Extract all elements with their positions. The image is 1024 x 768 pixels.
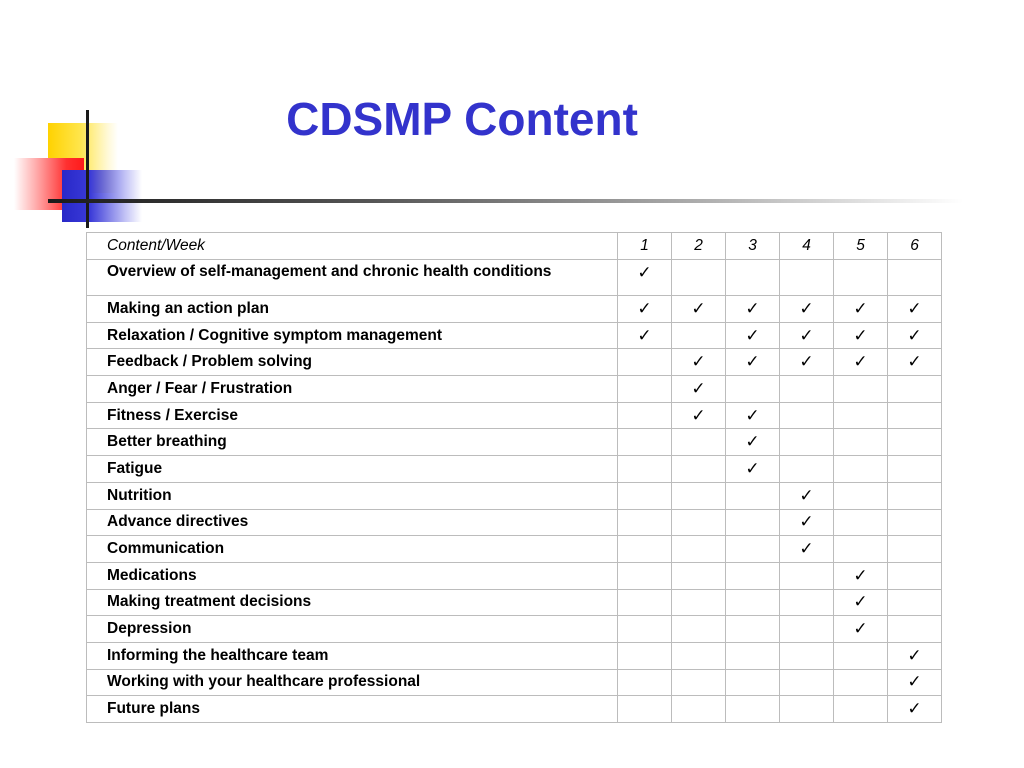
checkmark-icon: ✓ (780, 536, 834, 563)
empty-cell (618, 376, 672, 403)
empty-cell (834, 669, 888, 696)
topic-label: Nutrition (87, 482, 618, 509)
empty-cell (780, 376, 834, 403)
empty-cell (834, 642, 888, 669)
checkmark-icon: ✓ (672, 376, 726, 403)
content-schedule-table (86, 232, 942, 723)
checkmark-icon: ✓ (834, 349, 888, 376)
empty-cell (888, 536, 942, 563)
table-row (87, 402, 942, 429)
checkmark-icon: ✓ (780, 296, 834, 323)
empty-cell (618, 669, 672, 696)
empty-cell (672, 616, 726, 643)
empty-cell (726, 589, 780, 616)
empty-cell (780, 589, 834, 616)
empty-cell (888, 260, 942, 296)
empty-cell (726, 642, 780, 669)
topic-label: Anger / Fear / Frustration (87, 376, 618, 403)
checkmark-icon: ✓ (834, 589, 888, 616)
checkmark-icon: ✓ (726, 349, 780, 376)
table-body (87, 260, 942, 723)
empty-cell (618, 402, 672, 429)
checkmark-icon: ✓ (888, 696, 942, 723)
empty-cell (834, 429, 888, 456)
empty-cell (780, 402, 834, 429)
checkmark-icon: ✓ (726, 402, 780, 429)
checkmark-icon: ✓ (672, 349, 726, 376)
table-row (87, 376, 942, 403)
header-week-3: 3 (726, 233, 780, 260)
table-row (87, 322, 942, 349)
empty-cell (672, 696, 726, 723)
checkmark-icon: ✓ (726, 296, 780, 323)
table-row (87, 456, 942, 483)
table-row (87, 509, 942, 536)
checkmark-icon: ✓ (618, 296, 672, 323)
table-row (87, 616, 942, 643)
header-week-6: 6 (888, 233, 942, 260)
topic-label: Feedback / Problem solving (87, 349, 618, 376)
empty-cell (888, 456, 942, 483)
empty-cell (726, 616, 780, 643)
checkmark-icon: ✓ (888, 349, 942, 376)
empty-cell (780, 429, 834, 456)
table-row (87, 482, 942, 509)
topic-label: Overview of self-management and chronic health conditions (87, 260, 618, 296)
topic-label: Communication (87, 536, 618, 563)
topic-label: Working with your healthcare professional (87, 669, 618, 696)
empty-cell (672, 589, 726, 616)
empty-cell (672, 322, 726, 349)
empty-cell (780, 696, 834, 723)
topic-label: Relaxation / Cognitive symptom management (87, 322, 618, 349)
empty-cell (726, 562, 780, 589)
empty-cell (780, 669, 834, 696)
empty-cell (726, 260, 780, 296)
header-week-4: 4 (780, 233, 834, 260)
empty-cell (726, 376, 780, 403)
topic-label: Making treatment decisions (87, 589, 618, 616)
checkmark-icon: ✓ (780, 482, 834, 509)
empty-cell (888, 616, 942, 643)
topic-label: Fatigue (87, 456, 618, 483)
empty-cell (726, 696, 780, 723)
checkmark-icon: ✓ (834, 616, 888, 643)
empty-cell (618, 642, 672, 669)
empty-cell (834, 696, 888, 723)
header-week-5: 5 (834, 233, 888, 260)
empty-cell (618, 696, 672, 723)
empty-cell (888, 429, 942, 456)
table-row (87, 562, 942, 589)
topic-label: Better breathing (87, 429, 618, 456)
topic-label: Informing the healthcare team (87, 642, 618, 669)
empty-cell (618, 349, 672, 376)
table-row (87, 349, 942, 376)
empty-cell (888, 376, 942, 403)
topic-label: Advance directives (87, 509, 618, 536)
empty-cell (726, 509, 780, 536)
empty-cell (780, 642, 834, 669)
checkmark-icon: ✓ (780, 349, 834, 376)
empty-cell (672, 562, 726, 589)
table-row (87, 589, 942, 616)
empty-cell (780, 616, 834, 643)
table-row (87, 260, 942, 296)
empty-cell (888, 562, 942, 589)
topic-label: Medications (87, 562, 618, 589)
checkmark-icon: ✓ (726, 456, 780, 483)
empty-cell (834, 376, 888, 403)
empty-cell (888, 589, 942, 616)
empty-cell (618, 536, 672, 563)
empty-cell (672, 429, 726, 456)
header-week-2: 2 (672, 233, 726, 260)
empty-cell (726, 669, 780, 696)
decor-blue-square (62, 170, 142, 222)
checkmark-icon: ✓ (618, 322, 672, 349)
empty-cell (834, 536, 888, 563)
empty-cell (618, 509, 672, 536)
empty-cell (672, 536, 726, 563)
checkmark-icon: ✓ (888, 642, 942, 669)
table-header-row (87, 233, 942, 260)
slide-title: CDSMP Content (286, 93, 638, 145)
checkmark-icon: ✓ (726, 322, 780, 349)
checkmark-icon: ✓ (888, 296, 942, 323)
empty-cell (834, 456, 888, 483)
empty-cell (672, 642, 726, 669)
empty-cell (618, 616, 672, 643)
table-row (87, 669, 942, 696)
empty-cell (888, 402, 942, 429)
topic-label: Depression (87, 616, 618, 643)
empty-cell (618, 589, 672, 616)
checkmark-icon: ✓ (780, 509, 834, 536)
empty-cell (834, 482, 888, 509)
checkmark-icon: ✓ (780, 322, 834, 349)
title-underline (48, 199, 963, 203)
empty-cell (780, 562, 834, 589)
empty-cell (618, 562, 672, 589)
header-week-1: 1 (618, 233, 672, 260)
topic-label: Making an action plan (87, 296, 618, 323)
checkmark-icon: ✓ (618, 260, 672, 296)
empty-cell (672, 669, 726, 696)
empty-cell (672, 260, 726, 296)
empty-cell (672, 509, 726, 536)
empty-cell (834, 402, 888, 429)
empty-cell (672, 456, 726, 483)
topic-label: Fitness / Exercise (87, 402, 618, 429)
empty-cell (726, 536, 780, 563)
empty-cell (780, 260, 834, 296)
table-row (87, 296, 942, 323)
checkmark-icon: ✓ (834, 322, 888, 349)
empty-cell (726, 482, 780, 509)
checkmark-icon: ✓ (834, 296, 888, 323)
empty-cell (888, 482, 942, 509)
table-row (87, 429, 942, 456)
topic-label: Future plans (87, 696, 618, 723)
header-content-week: Content/Week (87, 233, 618, 260)
empty-cell (618, 429, 672, 456)
table-row (87, 536, 942, 563)
checkmark-icon: ✓ (888, 669, 942, 696)
table-row (87, 696, 942, 723)
checkmark-icon: ✓ (888, 322, 942, 349)
empty-cell (672, 482, 726, 509)
checkmark-icon: ✓ (726, 429, 780, 456)
empty-cell (888, 509, 942, 536)
empty-cell (780, 456, 834, 483)
checkmark-icon: ✓ (672, 296, 726, 323)
empty-cell (618, 456, 672, 483)
empty-cell (618, 482, 672, 509)
checkmark-icon: ✓ (672, 402, 726, 429)
empty-cell (834, 260, 888, 296)
checkmark-icon: ✓ (834, 562, 888, 589)
empty-cell (834, 509, 888, 536)
table-row (87, 642, 942, 669)
